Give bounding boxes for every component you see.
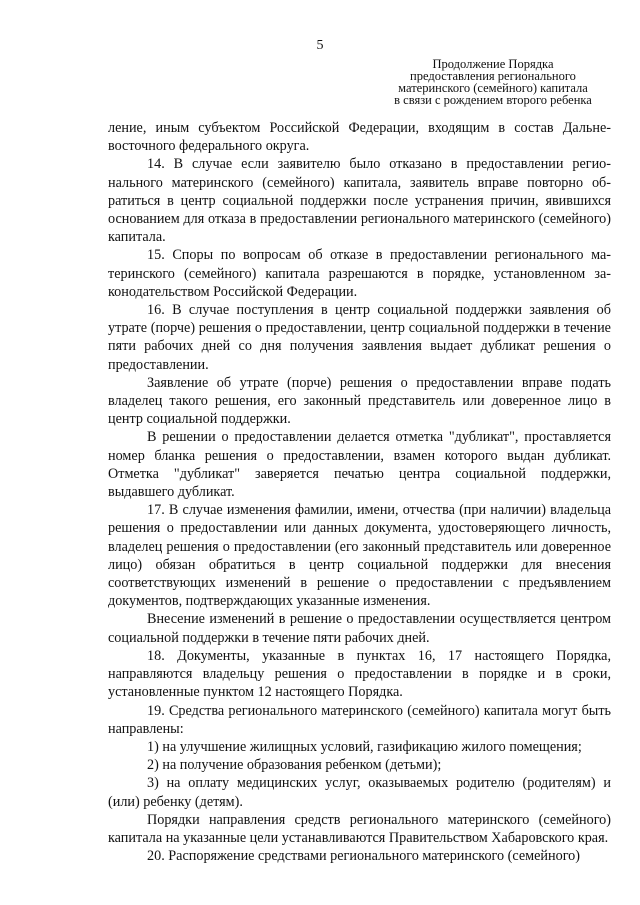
list-item: 2) на получение образования ребенком (детьми); bbox=[147, 757, 442, 774]
paragraph-item-17: 17. В случае изменения фамилии, имени, отчества (при наличии) владельца решения о предоставлении или данных документа, удостоверяющего личность, владелец решения о предоставлении (его законный представитель или доверенное лицо) обязан обратиться в центр социальной поддержки для внесения соответствующих изменений в решение о предоставлении с предъявлением документов, подтверждающих указанные изменения. bbox=[108, 502, 611, 610]
paragraph: Порядки направления средств регионального материнского (семейного) капитала на указанные цели устанавливаются Правительством Хабаровского края. bbox=[108, 811, 611, 846]
paragraph: Заявление об утрате (порче) решения о предоставлении вправе подать владелец такого решения, его законный представитель или доверенное лицо в центр социальной поддержки. bbox=[108, 374, 611, 428]
list-item: 1) на улучшение жилищных условий, газификацию жилого помещения; bbox=[147, 738, 582, 755]
running-header-line: Продолжение Порядка bbox=[432, 57, 554, 71]
paragraph-item-16: 16. В случае поступления в центр социальной поддержки заявления об утрате (порче) решения о предоставлении, центр социальной поддержки в течение пяти рабочих дней со дня получения заявления выдает дубликат решения о предоставлении. bbox=[108, 302, 611, 373]
document-body bbox=[108, 119, 611, 865]
running-header-line: предоставления регионального bbox=[410, 69, 576, 83]
paragraph-item-15: 15. Споры по вопросам об отказе в предоставлении регионального материнского (семейного) капитала разрешаются в порядке, установленном законодательством Российской Федерации. bbox=[108, 247, 611, 300]
paragraph: Внесение изменений в решение о предоставлении осуществляется центром социальной поддержки в течение пяти рабочих дней. bbox=[108, 611, 611, 646]
paragraph-item-20: 20. Распоряжение средствами регионального материнского (семейного) bbox=[147, 848, 580, 865]
paragraph: В решении о предоставлении делается отметка "дубликат", проставляется номер бланка решения о предоставлении, взамен которого выдан дубликат. Отметка "дубликат" заверяется печатью центра социальной поддержки, выдавшего дубликат. bbox=[108, 429, 611, 501]
paragraph-item-18: 18. Документы, указанные в пунктах 16, 17 настоящего Порядка, направляются владельцу решения о предоставлении в порядке и в сроки, установленные пунктом 12 настоящего Порядка. bbox=[108, 647, 611, 701]
running-header-line: материнского (семейного) капитала bbox=[398, 81, 588, 95]
running-header bbox=[378, 58, 608, 106]
running-header-line: в связи с рождением второго ребенка bbox=[394, 93, 592, 107]
paragraph-item-19: 19. Средства регионального материнского (семейного) капитала могут быть направлены: bbox=[108, 702, 611, 737]
paragraph-item-14: 14. В случае если заявителю было отказано в предоставлении регионального материнского (семейного) капитала, заявитель вправе повторно обратиться в центр социальной поддержки после устранения причин, явившихся основанием для отказа в предоставлении регионального материнского (семейного) капитала. bbox=[108, 156, 611, 246]
paragraph-continuation: ление, иным субъектом Российской Федерации, входящим в состав Дальневосточного федерального округа. bbox=[108, 120, 611, 155]
page-number: 5 bbox=[316, 38, 324, 53]
list-item: 3) на оплату медицинских услуг, оказываемых родителю (родителям) и (или) ребенку (детям). bbox=[108, 775, 611, 810]
